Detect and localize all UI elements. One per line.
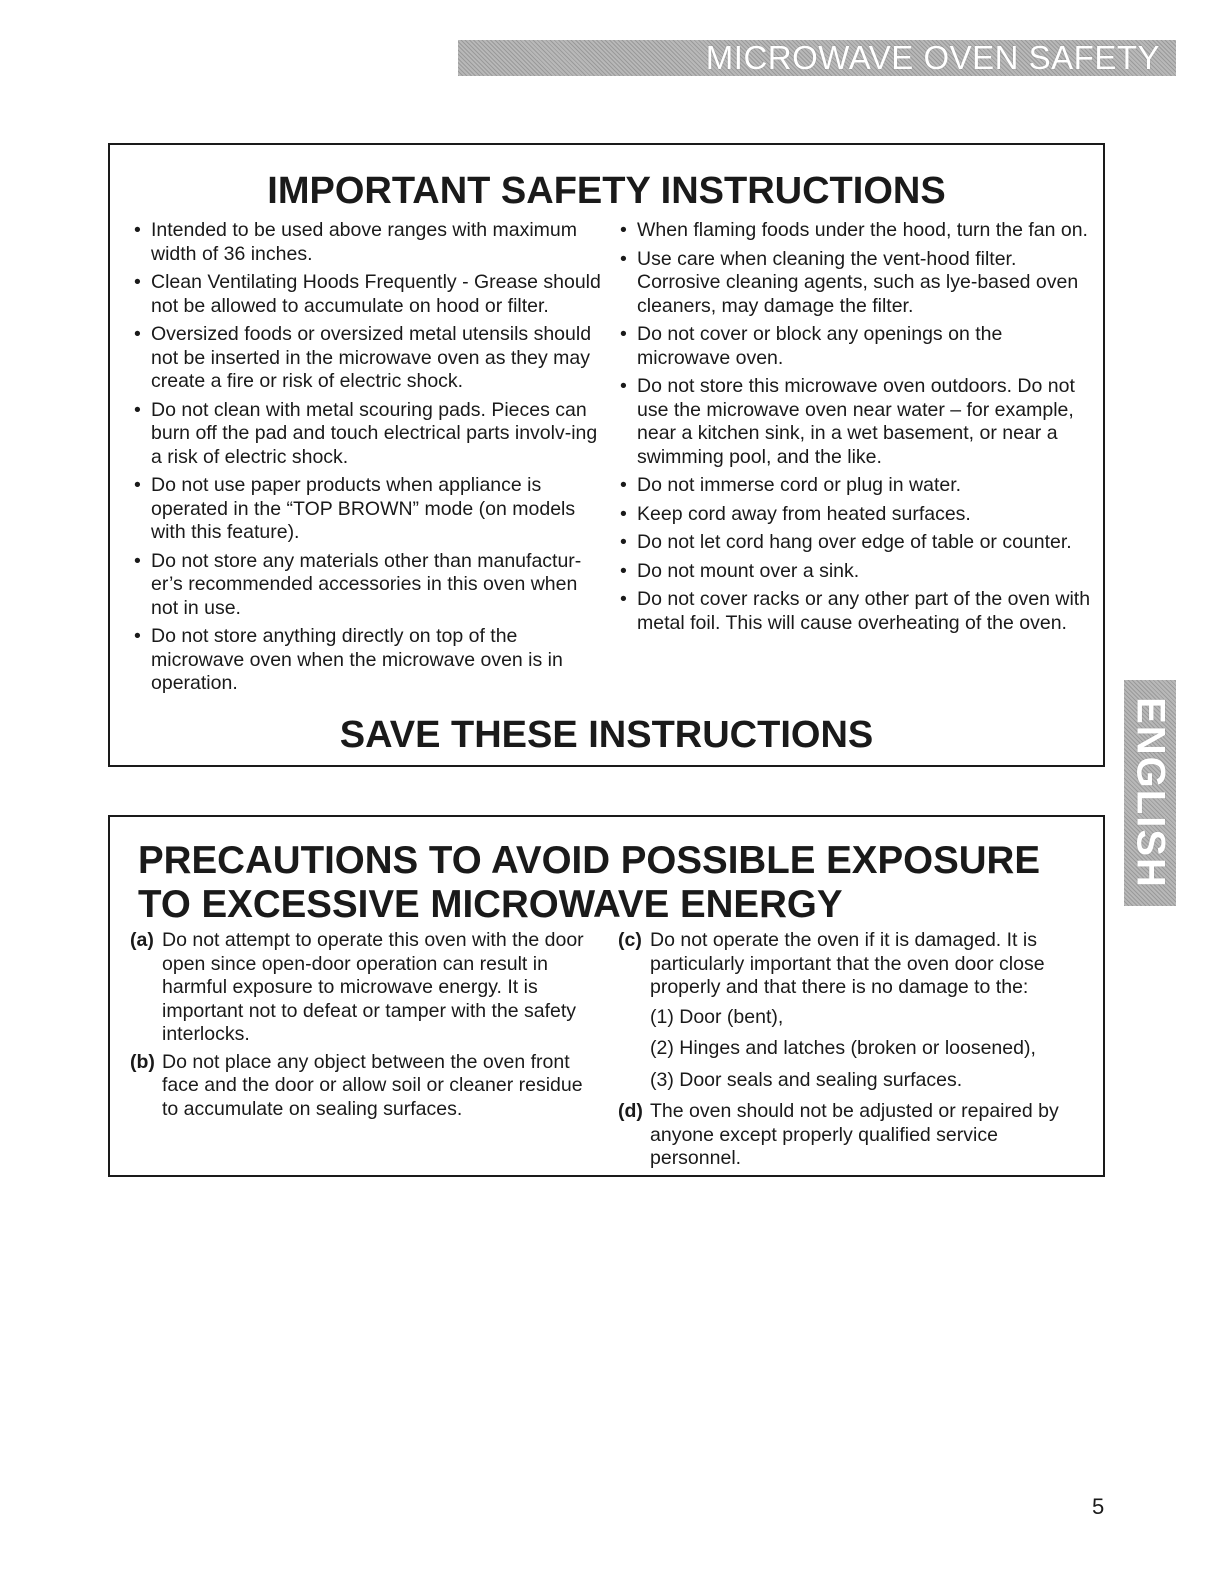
section-header-title: MICROWAVE OVEN SAFETY [705,39,1160,76]
bullet-icon: • [620,502,627,525]
save-instructions-title: SAVE THESE INSTRUCTIONS [339,714,874,756]
precautions-title: PRECAUTIONS TO AVOID POSSIBLE EXPOSURE TO EXCESSIVE MICROWAVE ENERGY [138,839,1041,926]
bullet-icon: • [134,398,141,421]
list-item: • Do not store this microwave oven outdoors. Do not use the microwave oven near water – for example, near a kitchen sink, in a wet basement, or near a swimming pool, and the like. [620,375,1075,468]
bullet-icon: • [134,625,141,647]
list-item: • Keep cord away from heated surfaces. [620,502,971,525]
bullet-icon: • [620,588,627,610]
list-item: • Do not store any materials other than manufactur-er’s recommended accessories in this oven when not in use. [134,549,582,619]
bullet-icon: • [620,559,627,582]
precautions-box [108,815,1105,1177]
sub-list-item: (3) Door seals and sealing surfaces. [650,1068,963,1091]
list-item: (b) Do not place any object between the oven front face and the door or allow soil or cleaner residue to accumulate on sealing surfaces. [130,1050,583,1120]
item-marker: (a) [130,929,154,951]
safety-left-column [124,219,604,701]
sub-list-item: (1) Door (bent), [650,1005,784,1028]
list-item: (a) Do not attempt to operate this oven with the door open since open-door operation can result in harmful exposure to microwave energy. It is important not to defeat or tamper with the safety interlocks. [130,929,584,1045]
precautions-left-column [110,929,600,1125]
language-side-tab-label: ENGLISH [1128,697,1173,889]
list-item: • Clean Ventilating Hoods Frequently - Grease should not be allowed to accumulate on hood or filter. [134,271,601,317]
item-marker: (d) [618,1100,643,1122]
safety-instructions-box [108,143,1105,767]
list-item: • Do not store anything directly on top of the microwave oven when the microwave oven is in operation. [134,625,563,694]
list-item: • Intended to be used above ranges with maximum width of 36 inches. [134,219,578,265]
bullet-icon: • [134,219,141,241]
precautions-right-column [598,929,1078,1175]
list-item: • Do not clean with metal scouring pads. Pieces can burn off the pad and touch electrical parts involv-ing a risk of electric shock. [134,398,598,468]
page-number: 5 [1092,1494,1105,1519]
item-marker: (b) [130,1050,155,1073]
bullet-icon: • [620,323,627,345]
bullet-icon: • [620,531,627,553]
item-marker: (c) [618,929,642,951]
bullet-icon: • [134,549,141,572]
sub-list-item: (2) Hinges and latches (broken or loosened), [650,1037,1036,1059]
language-side-tab [1124,680,1176,906]
list-item: • Do not cover or block any openings on the microwave oven. [620,323,1003,369]
bullet-icon: • [620,219,627,241]
bullet-icon: • [620,474,627,496]
list-item: • Do not mount over a sink. [620,559,860,582]
safety-right-column [610,219,1098,640]
list-item: (c) Do not operate the oven if it is damaged. It is particularly important that the oven door close properly and that there is no damage to the: [618,929,1045,998]
list-item: • Do not use paper products when appliance is operated in the “TOP BROWN” mode (on models with this feature). [134,474,576,543]
bullet-icon: • [134,323,141,345]
list-item: • Do not immerse cord or plug in water. [620,474,962,496]
list-item: • When flaming foods under the hood, turn the fan on. [620,219,1088,241]
list-item: • Do not let cord hang over edge of table or counter. [620,531,1072,553]
section-header-bar [458,40,1176,76]
safety-instructions-title: IMPORTANT SAFETY INSTRUCTIONS [267,170,946,212]
list-item: (d) The oven should not be adjusted or repaired by anyone except properly qualified service personnel. [618,1100,1059,1169]
list-item: • Use care when cleaning the vent-hood filter. Corrosive cleaning agents, such as lye-based oven cleaners, may damage the filter. [620,247,1079,317]
list-item: • Do not cover racks or any other part of the oven with metal foil. This will cause overheating of the oven. [620,588,1091,634]
bullet-icon: • [620,247,627,270]
bullet-icon: • [620,375,627,397]
bullet-icon: • [134,474,141,496]
bullet-icon: • [134,271,141,293]
list-item: • Oversized foods or oversized metal utensils should not be inserted in the microwave oven as they may create a fire or risk of electric shock. [134,323,592,392]
